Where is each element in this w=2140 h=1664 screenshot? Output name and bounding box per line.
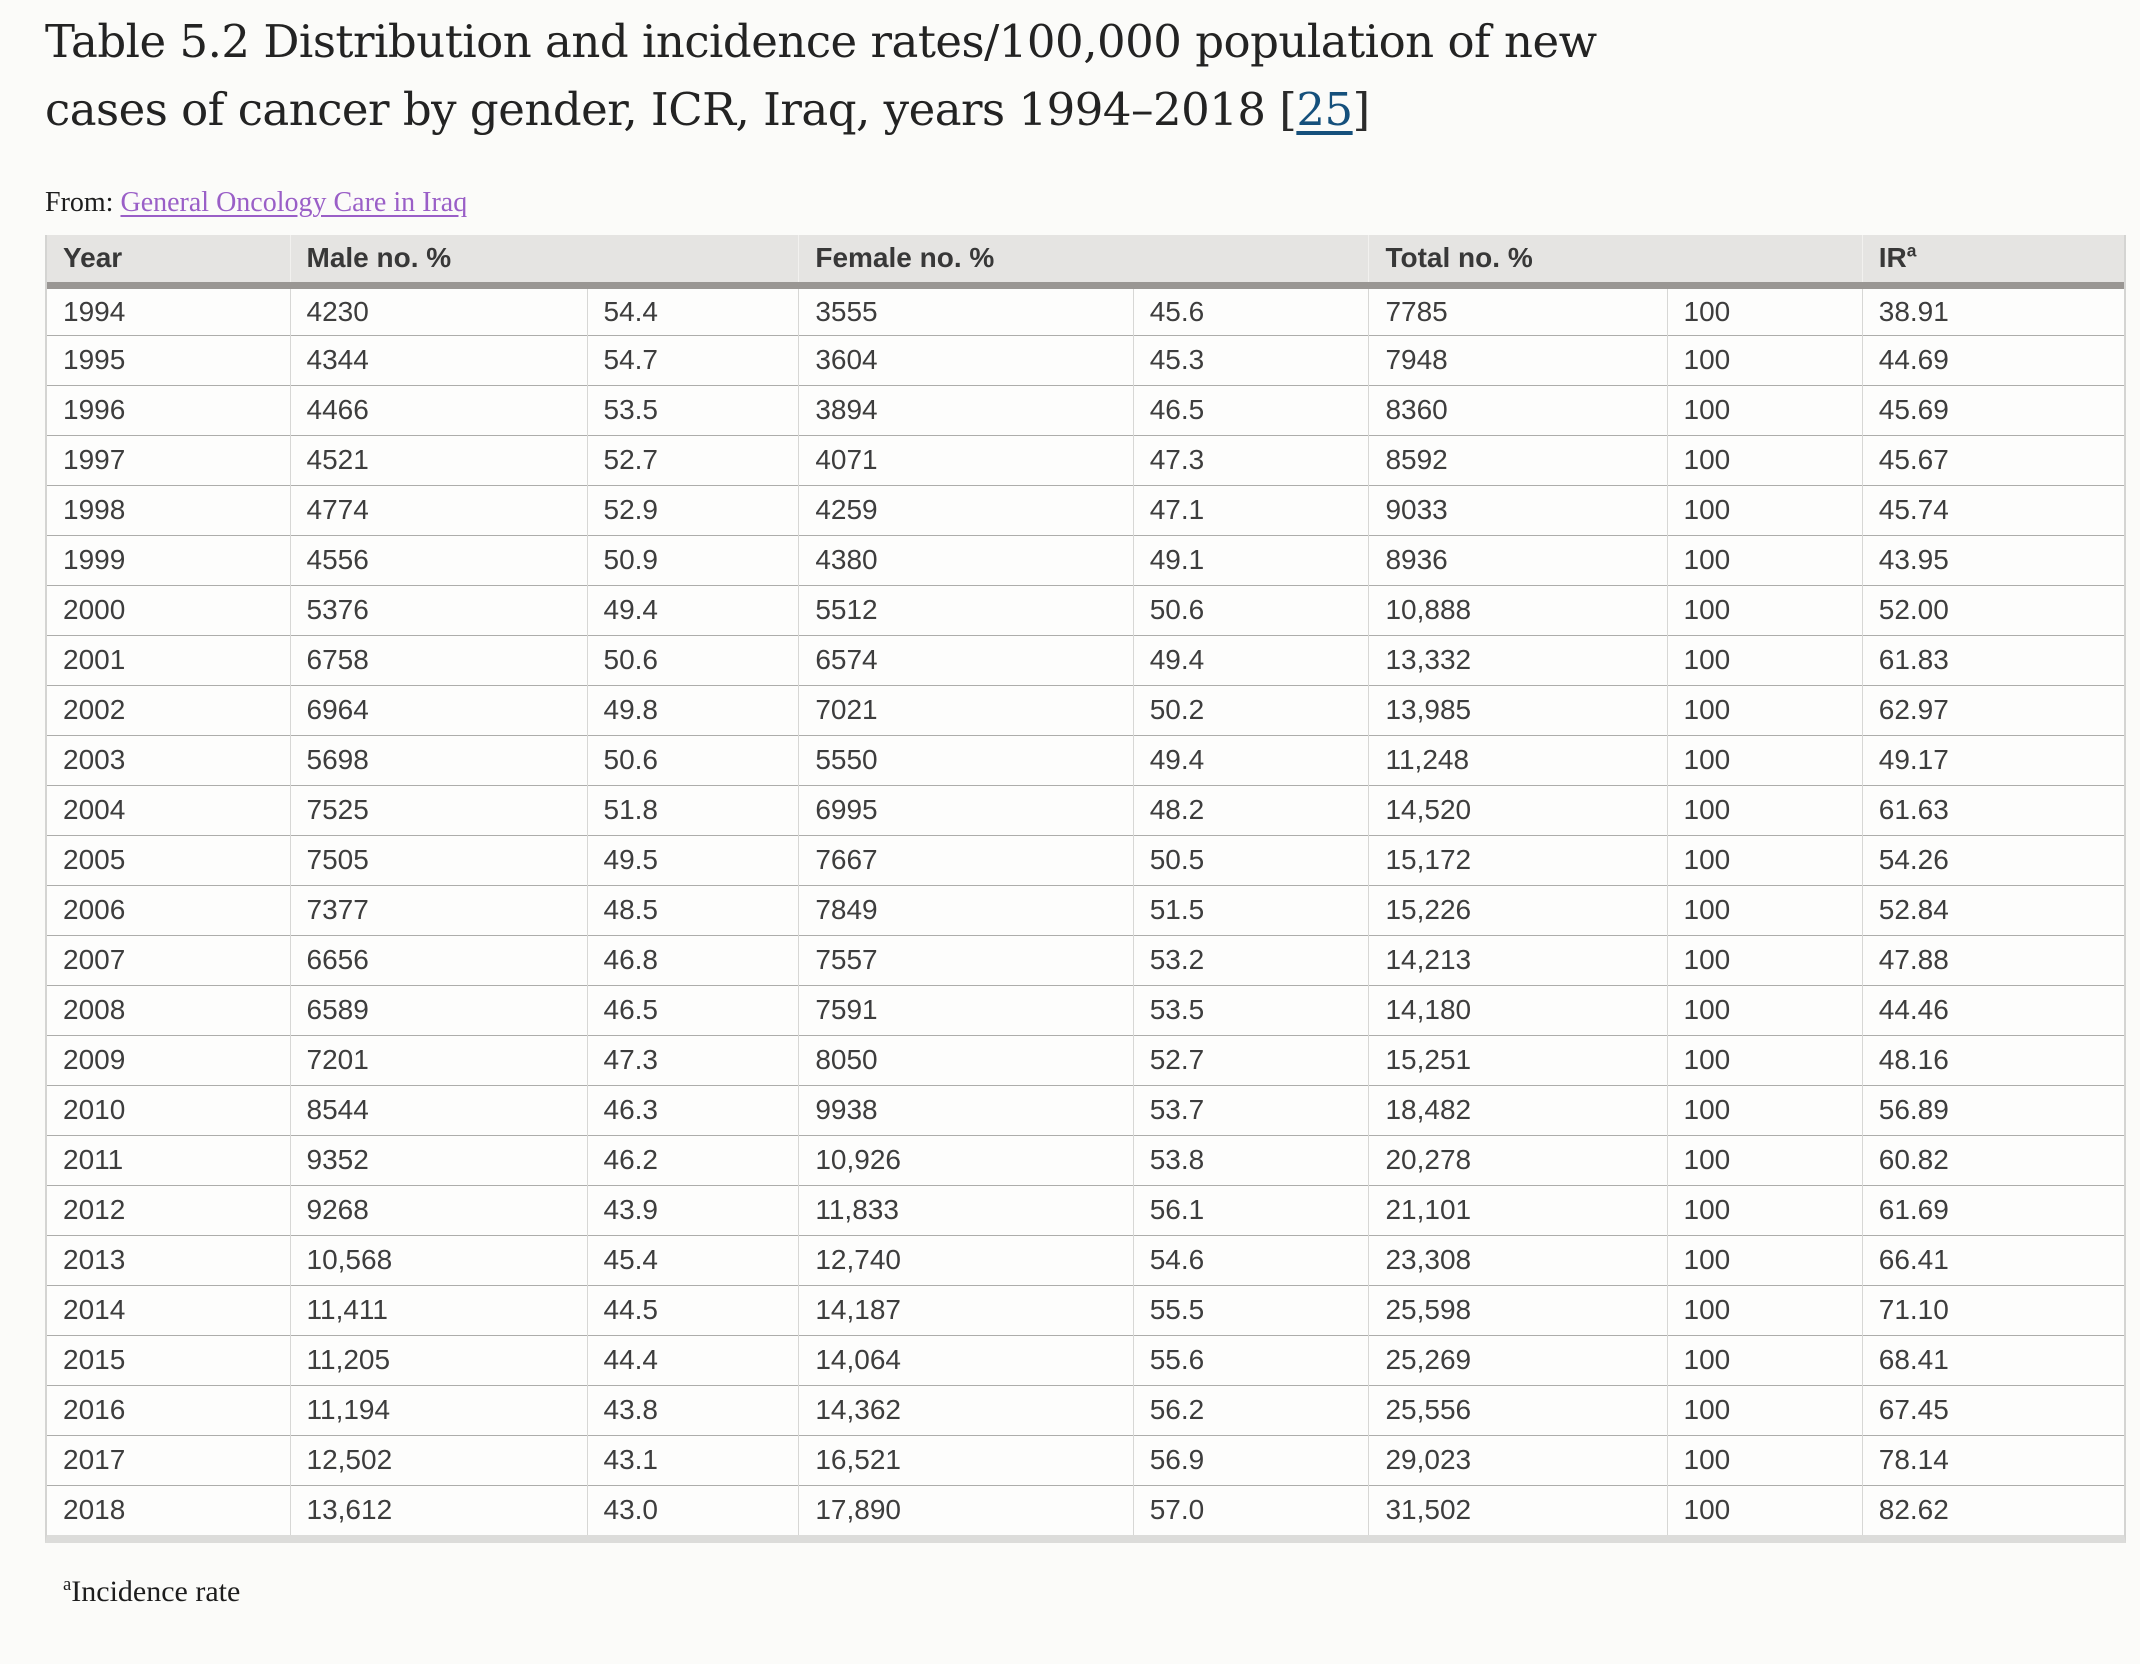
cell-female_no: 17,890 [799,1485,1133,1535]
header-total: Total no. % [1369,235,1862,285]
cell-female_no: 9938 [799,1085,1133,1135]
cell-year: 2000 [47,585,290,635]
cell-male_no: 4774 [290,485,587,535]
citation-link[interactable]: 25 [1296,82,1353,136]
cell-total_no: 23,308 [1369,1235,1667,1285]
cell-female_no: 7591 [799,985,1133,1035]
cell-female_pct: 50.6 [1133,585,1369,635]
cell-ir: 78.14 [1862,1435,2124,1485]
table-row [47,1335,2124,1385]
cell-year: 2013 [47,1235,290,1285]
cell-male_pct: 54.4 [587,285,799,335]
cell-male_pct: 46.2 [587,1135,799,1185]
table-row [47,385,2124,435]
cell-total_no: 21,101 [1369,1185,1667,1235]
table-row [47,635,2124,685]
cell-female_no: 14,362 [799,1385,1133,1435]
cell-year: 2012 [47,1185,290,1235]
source-link[interactable]: General Oncology Care in Iraq [120,187,468,218]
cell-female_no: 7557 [799,935,1133,985]
table-row [47,435,2124,485]
cell-ir: 54.26 [1862,835,2124,885]
cell-ir: 56.89 [1862,1085,2124,1135]
cell-total_pct: 100 [1667,1235,1862,1285]
cell-female_no: 7849 [799,885,1133,935]
cell-total_pct: 100 [1667,535,1862,585]
cell-male_pct: 43.0 [587,1485,799,1535]
citation-bracket-close: ] [1352,82,1370,136]
cell-ir: 38.91 [1862,285,2124,335]
cell-year: 2004 [47,785,290,835]
cell-male_no: 6964 [290,685,587,735]
table-row [47,1035,2124,1085]
cell-male_no: 7505 [290,835,587,885]
cell-female_no: 5512 [799,585,1133,635]
cell-total_pct: 100 [1667,485,1862,535]
cell-female_no: 3894 [799,385,1133,435]
source-line [45,187,2126,219]
cell-total_no: 14,520 [1369,785,1667,835]
cell-male_pct: 43.1 [587,1435,799,1485]
cell-female_no: 4259 [799,485,1133,535]
table-row [47,1085,2124,1135]
cell-male_pct: 48.5 [587,885,799,935]
cell-total_pct: 100 [1667,385,1862,435]
cell-total_no: 14,180 [1369,985,1667,1035]
cell-female_pct: 51.5 [1133,885,1369,935]
table-row [47,335,2124,385]
cell-male_pct: 44.4 [587,1335,799,1385]
header-male: Male no. % [290,235,799,285]
cell-total_pct: 100 [1667,335,1862,385]
cell-total_pct: 100 [1667,435,1862,485]
cell-male_pct: 46.3 [587,1085,799,1135]
cell-female_pct: 53.7 [1133,1085,1369,1135]
cell-total_no: 7785 [1369,285,1667,335]
cell-male_no: 11,194 [290,1385,587,1435]
citation-bracket-open: [ [1279,82,1297,136]
cell-year: 1998 [47,485,290,535]
cell-male_pct: 50.6 [587,735,799,785]
cell-total_pct: 100 [1667,785,1862,835]
cell-male_no: 11,411 [290,1285,587,1335]
cell-total_no: 15,226 [1369,885,1667,935]
cell-female_pct: 53.5 [1133,985,1369,1035]
header-row [47,235,2124,285]
footnote-marker: a [63,1574,72,1595]
cell-ir: 67.45 [1862,1385,2124,1435]
from-label: From: [45,187,121,218]
table-row [47,785,2124,835]
cell-year: 2007 [47,935,290,985]
cell-ir: 44.69 [1862,335,2124,385]
cell-total_no: 18,482 [1369,1085,1667,1135]
cell-female_pct: 48.2 [1133,785,1369,835]
cell-female_no: 5550 [799,735,1133,785]
cell-year: 2018 [47,1485,290,1535]
cell-female_pct: 56.1 [1133,1185,1369,1235]
cell-female_pct: 45.6 [1133,285,1369,335]
table-row [47,1385,2124,1435]
cell-male_pct: 49.4 [587,585,799,635]
table-row [47,885,2124,935]
cell-female_no: 14,187 [799,1285,1133,1335]
cell-female_pct: 49.4 [1133,735,1369,785]
cell-male_no: 4466 [290,385,587,435]
cell-total_pct: 100 [1667,1335,1862,1385]
cell-female_pct: 50.5 [1133,835,1369,885]
cell-total_pct: 100 [1667,1035,1862,1085]
cell-female_pct: 46.5 [1133,385,1369,435]
cell-female_no: 6995 [799,785,1133,835]
cell-ir: 44.46 [1862,985,2124,1035]
cell-female_no: 3604 [799,335,1133,385]
header-female: Female no. % [799,235,1369,285]
cell-male_pct: 45.4 [587,1235,799,1285]
cell-male_no: 6589 [290,985,587,1035]
cell-total_pct: 100 [1667,1285,1862,1335]
cell-total_pct: 100 [1667,1485,1862,1535]
cell-male_pct: 46.8 [587,935,799,985]
cell-male_pct: 50.6 [587,635,799,685]
cell-female_no: 11,833 [799,1185,1133,1235]
cell-ir: 62.97 [1862,685,2124,735]
table-row [47,935,2124,985]
cell-ir: 61.63 [1862,785,2124,835]
cell-year: 1999 [47,535,290,585]
cell-male_pct: 43.9 [587,1185,799,1235]
header-ir-footnote-marker: a [1906,240,1917,261]
cell-female_no: 4071 [799,435,1133,485]
cell-male_no: 6758 [290,635,587,685]
cell-total_pct: 100 [1667,1385,1862,1435]
cell-female_no: 4380 [799,535,1133,585]
cell-male_no: 4344 [290,335,587,385]
cell-ir: 52.00 [1862,585,2124,635]
cell-male_no: 7201 [290,1035,587,1085]
cell-year: 2016 [47,1385,290,1435]
cell-total_pct: 100 [1667,1135,1862,1185]
cell-male_pct: 49.8 [587,685,799,735]
cell-year: 1994 [47,285,290,335]
table-row [47,485,2124,535]
cell-ir: 52.84 [1862,885,2124,935]
cell-male_pct: 53.5 [587,385,799,435]
cell-total_no: 10,888 [1369,585,1667,635]
footnote [63,1575,2126,1609]
footnote-text: Incidence rate [71,1575,241,1608]
cell-male_no: 5698 [290,735,587,785]
header-ir [1862,235,2124,285]
cell-total_pct: 100 [1667,685,1862,735]
cell-total_no: 9033 [1369,485,1667,535]
cell-total_pct: 100 [1667,835,1862,885]
cell-female_pct: 55.5 [1133,1285,1369,1335]
cell-year: 2009 [47,1035,290,1085]
cell-female_pct: 50.2 [1133,685,1369,735]
cell-total_no: 8360 [1369,385,1667,435]
cell-ir: 82.62 [1862,1485,2124,1535]
table-row [47,585,2124,635]
title-text: Table 5.2 Distribution and incidence rates/100,000 population of new cases of cancer by gender, ICR, Iraq, years 1994–2018 [45,15,1597,136]
cell-ir: 61.83 [1862,635,2124,685]
cell-ir: 45.67 [1862,435,2124,485]
cell-male_pct: 46.5 [587,985,799,1035]
table-row [47,835,2124,885]
cell-female_pct: 47.1 [1133,485,1369,535]
cell-male_no: 5376 [290,585,587,635]
cell-year: 2008 [47,985,290,1035]
cell-female_no: 12,740 [799,1235,1133,1285]
table-row [47,1235,2124,1285]
cell-year: 2006 [47,885,290,935]
data-table [45,235,2126,1543]
cell-total_no: 13,332 [1369,635,1667,685]
table-row [47,685,2124,735]
cancer-incidence-table [47,235,2124,1535]
cell-male_pct: 54.7 [587,335,799,385]
cell-male_no: 12,502 [290,1435,587,1485]
cell-total_pct: 100 [1667,1185,1862,1235]
header-year: Year [47,235,290,285]
cell-male_pct: 50.9 [587,535,799,585]
cell-female_pct: 57.0 [1133,1485,1369,1535]
cell-ir: 48.16 [1862,1035,2124,1085]
cell-year: 2011 [47,1135,290,1185]
cell-female_pct: 56.2 [1133,1385,1369,1435]
cell-total_no: 8592 [1369,435,1667,485]
cell-male_no: 7525 [290,785,587,835]
cell-male_no: 11,205 [290,1335,587,1385]
cell-total_no: 31,502 [1369,1485,1667,1535]
cell-male_pct: 43.8 [587,1385,799,1435]
cell-ir: 61.69 [1862,1185,2124,1235]
cell-total_no: 20,278 [1369,1135,1667,1185]
cell-female_no: 7667 [799,835,1133,885]
table-row [47,985,2124,1035]
cell-female_pct: 53.2 [1133,935,1369,985]
cell-year: 2017 [47,1435,290,1485]
cell-total_pct: 100 [1667,1435,1862,1485]
cell-female_no: 3555 [799,285,1133,335]
cell-female_pct: 49.4 [1133,635,1369,685]
cell-total_pct: 100 [1667,735,1862,785]
table-row [47,735,2124,785]
cell-female_pct: 47.3 [1133,435,1369,485]
page-title [45,8,1625,143]
cell-total_no: 13,985 [1369,685,1667,735]
cell-total_no: 15,251 [1369,1035,1667,1085]
cell-total_pct: 100 [1667,985,1862,1035]
cell-ir: 47.88 [1862,935,2124,985]
cell-ir: 60.82 [1862,1135,2124,1185]
cell-total_no: 7948 [1369,335,1667,385]
cell-year: 2002 [47,685,290,735]
cell-male_no: 8544 [290,1085,587,1135]
cell-female_pct: 54.6 [1133,1235,1369,1285]
cell-total_pct: 100 [1667,635,1862,685]
cell-male_pct: 51.8 [587,785,799,835]
cell-female_no: 16,521 [799,1435,1133,1485]
table-row [47,1135,2124,1185]
cell-total_no: 29,023 [1369,1435,1667,1485]
cell-female_pct: 56.9 [1133,1435,1369,1485]
cell-ir: 45.74 [1862,485,2124,535]
cell-male_no: 9268 [290,1185,587,1235]
cell-year: 1996 [47,385,290,435]
cell-male_pct: 47.3 [587,1035,799,1085]
cell-year: 2001 [47,635,290,685]
cell-male_pct: 52.7 [587,435,799,485]
cell-total_no: 25,556 [1369,1385,1667,1435]
cell-female_pct: 53.8 [1133,1135,1369,1185]
cell-ir: 45.69 [1862,385,2124,435]
cell-year: 2005 [47,835,290,885]
cell-total_no: 11,248 [1369,735,1667,785]
cell-male_pct: 49.5 [587,835,799,885]
table-header [47,235,2124,285]
cell-total_pct: 100 [1667,885,1862,935]
cell-total_pct: 100 [1667,1085,1862,1135]
cell-ir: 71.10 [1862,1285,2124,1335]
cell-female_no: 7021 [799,685,1133,735]
cell-female_pct: 55.6 [1133,1335,1369,1385]
cell-male_no: 4521 [290,435,587,485]
table-row [47,1435,2124,1485]
table-row [47,1185,2124,1235]
cell-total_no: 14,213 [1369,935,1667,985]
cell-female_no: 10,926 [799,1135,1133,1185]
cell-year: 1997 [47,435,290,485]
cell-female_no: 6574 [799,635,1133,685]
header-ir-label: IR [1878,242,1907,274]
cell-male_no: 4556 [290,535,587,585]
cell-male_no: 9352 [290,1135,587,1185]
cell-male_no: 13,612 [290,1485,587,1535]
cell-total_no: 25,598 [1369,1285,1667,1335]
cell-year: 2015 [47,1335,290,1385]
cell-female_pct: 45.3 [1133,335,1369,385]
cell-male_no: 10,568 [290,1235,587,1285]
cell-ir: 43.95 [1862,535,2124,585]
cell-year: 1995 [47,335,290,385]
cell-year: 2010 [47,1085,290,1135]
cell-ir: 49.17 [1862,735,2124,785]
cell-female_pct: 49.1 [1133,535,1369,585]
cell-year: 2014 [47,1285,290,1335]
cell-total_pct: 100 [1667,285,1862,335]
cell-male_no: 4230 [290,285,587,335]
cell-female_no: 14,064 [799,1335,1133,1385]
cell-male_no: 6656 [290,935,587,985]
cell-ir: 68.41 [1862,1335,2124,1385]
cell-total_no: 25,269 [1369,1335,1667,1385]
cell-total_pct: 100 [1667,585,1862,635]
cell-male_pct: 44.5 [587,1285,799,1335]
cell-year: 2003 [47,735,290,785]
cell-total_pct: 100 [1667,935,1862,985]
table-row [47,285,2124,335]
table-row [47,1285,2124,1335]
table-row [47,1485,2124,1535]
cell-female_no: 8050 [799,1035,1133,1085]
cell-total_no: 8936 [1369,535,1667,585]
cell-total_no: 15,172 [1369,835,1667,885]
table-row [47,535,2124,585]
cell-ir: 66.41 [1862,1235,2124,1285]
cell-female_pct: 52.7 [1133,1035,1369,1085]
table-body [47,285,2124,1535]
cell-male_no: 7377 [290,885,587,935]
cell-male_pct: 52.9 [587,485,799,535]
